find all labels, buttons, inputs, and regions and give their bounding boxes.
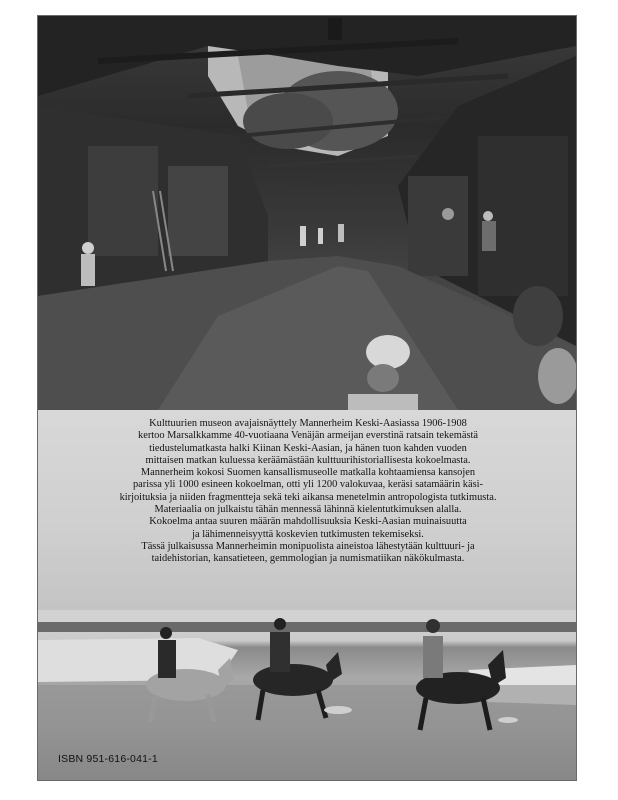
description-line: ja lähimenneisyyttä koskevien tutkimusten tekemiseksi. bbox=[192, 528, 424, 540]
description-text bbox=[80, 418, 536, 566]
description-line: mittaisen matkan kuluessa keräämästään kulttuurihistoriallisesta kokoelmasta. bbox=[145, 454, 471, 466]
bazaar-scene-illustration bbox=[38, 16, 576, 410]
description-line: Materiaalia on julkaistu tähän mennessä lähinnä kielentutkimuksen alalla. bbox=[154, 504, 462, 516]
description-line: Kulttuurien museon avajaisnäyttely Mannerheim Keski-Aasiassa 1906-1908 bbox=[149, 418, 467, 429]
description-line: Kokoelma antaa suuren määrän mahdollisuuksia Keski-Aasian muinaisuutta bbox=[149, 516, 467, 528]
isbn-number: ISBN 951-616-041-1 bbox=[58, 753, 158, 765]
description-line: taidehistorian, kansatieteen, gemmologian ja numismatiikan näkökulmasta. bbox=[151, 553, 465, 565]
bazaar-street-photo bbox=[38, 16, 576, 410]
description-line: kertoo Marsalkkamme 40-vuotiaana Venäjän armeijan everstinä ratsain tekemästä bbox=[138, 430, 478, 442]
description-line: tiedustelumatkasta halki Kiinan Keski-Aasian, ja hänen tuon kahden vuoden bbox=[149, 442, 467, 454]
description-line: kirjoituksia ja niiden fragmentteja sekä teki aikansa menetelmin antropologista tutkimusta. bbox=[119, 491, 497, 503]
description-line: Tässä julkaisussa Mannerheimin monipuolista aineistoa lähestytään kulttuuri- ja bbox=[141, 540, 475, 552]
description-line: Mannerheim kokosi Suomen kansallismuseolle matkalla kohtaamiensa kansojen bbox=[140, 467, 476, 479]
horsemen-river-photo bbox=[38, 610, 576, 780]
description-panel bbox=[38, 410, 576, 610]
description-line: parissa yli 1000 esineen kokoelman, otti yli 1200 valokuvaa, keräsi satamäärin käsi- bbox=[132, 479, 483, 491]
back-cover bbox=[38, 16, 576, 780]
